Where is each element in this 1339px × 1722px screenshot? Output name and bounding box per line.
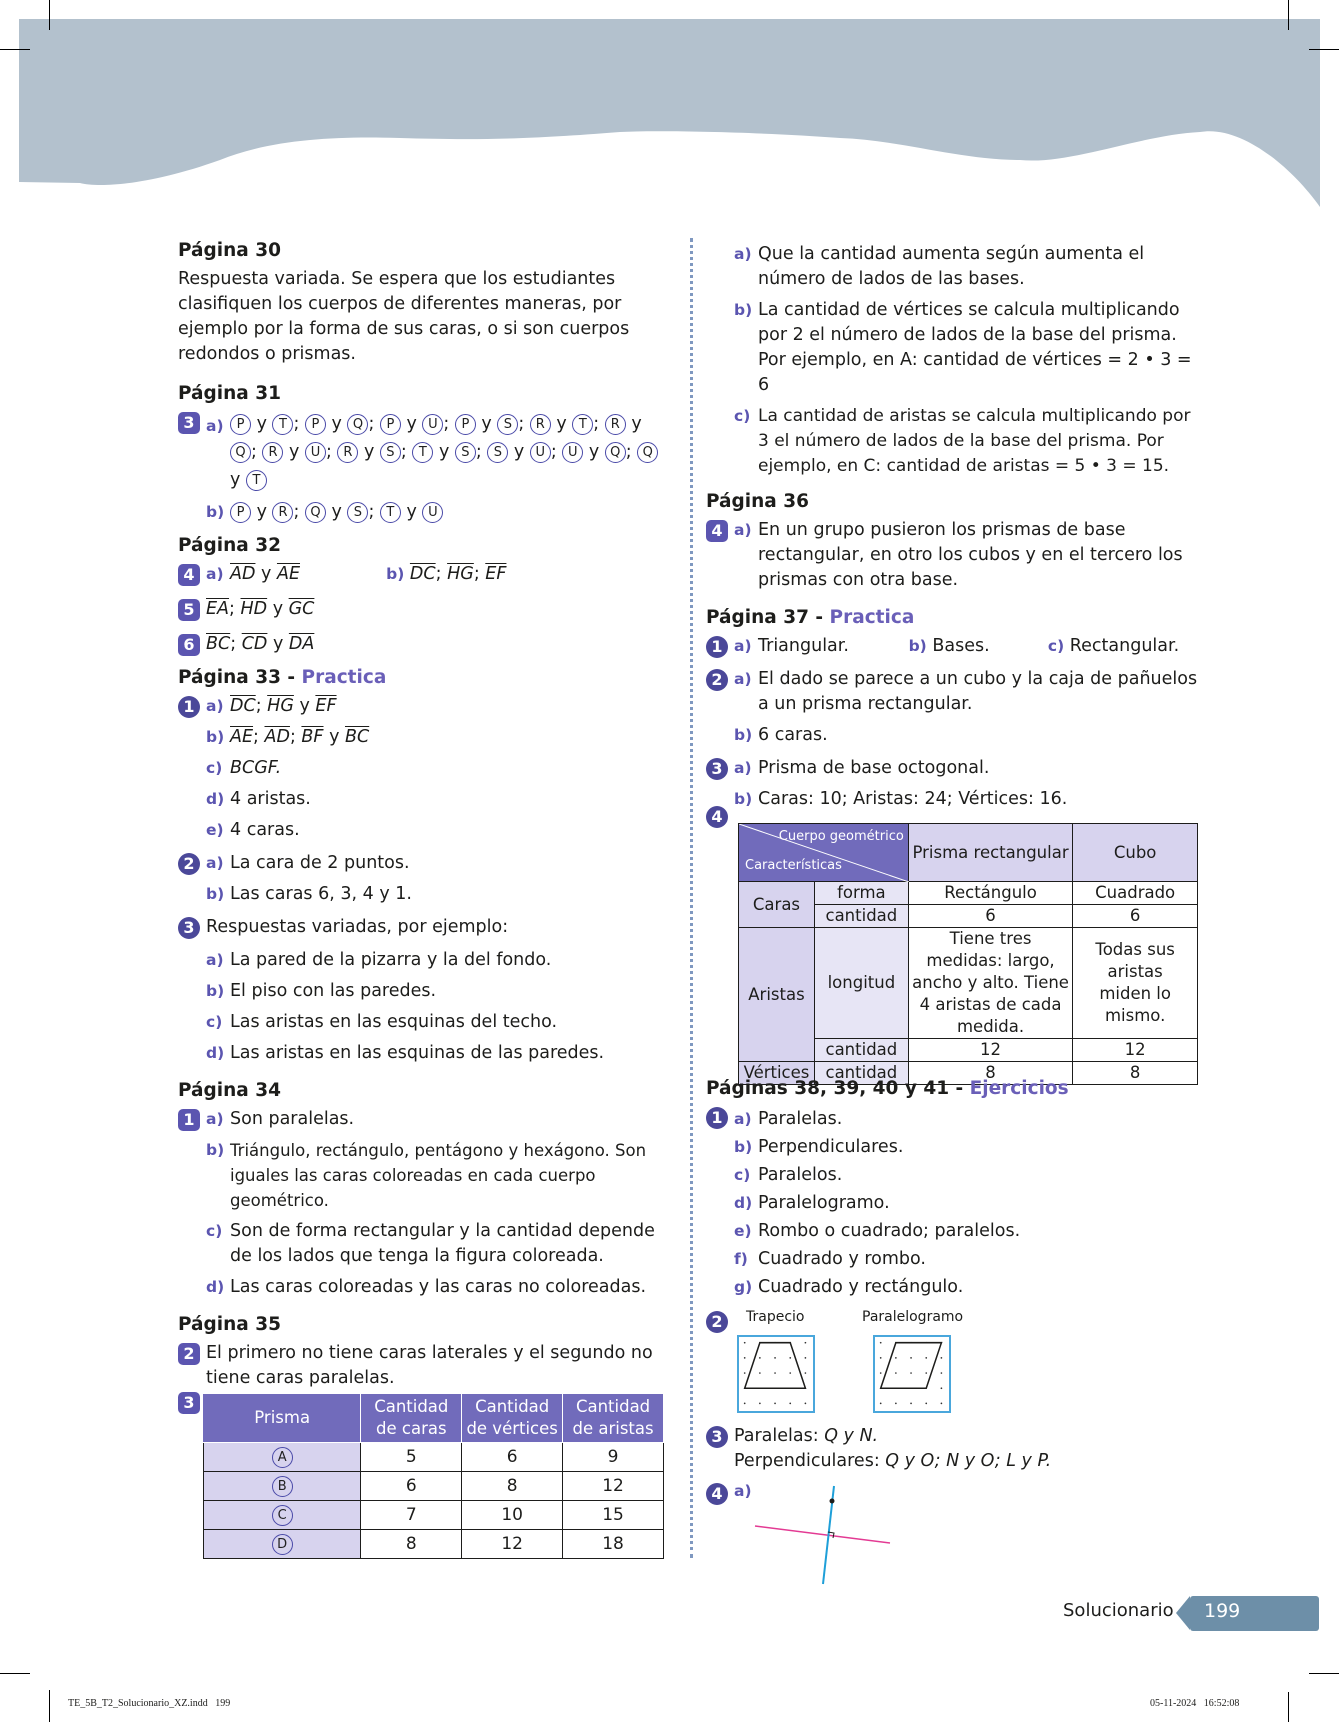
- question-number-badge: 3: [178, 917, 200, 939]
- cell: 15: [563, 1501, 664, 1530]
- item-label: c): [734, 407, 751, 425]
- answer-text: Respuestas variadas, por ejemplo:: [206, 917, 509, 937]
- cell: 12: [1073, 1039, 1198, 1062]
- prism-label: B: [272, 1476, 293, 1497]
- question-number-badge: 3: [178, 412, 200, 434]
- circled-letter: Q: [347, 414, 368, 435]
- question-2b-p33: [178, 882, 668, 907]
- circled-letter: P: [380, 414, 401, 435]
- heading-accent: Ejercicios: [969, 1078, 1069, 1099]
- circled-letter: P: [230, 502, 251, 523]
- sub-row-header: forma: [814, 882, 908, 905]
- answer-text: 4 aristas.: [230, 789, 311, 809]
- question-number-badge: 4: [706, 806, 728, 828]
- item-label: a): [734, 521, 752, 539]
- segment: $\overline{BF}$: [301, 727, 324, 747]
- page-number-tab: [1190, 1596, 1319, 1631]
- circled-letter: Q: [605, 442, 626, 463]
- question-number-badge: 2: [178, 1343, 200, 1365]
- row-header: Aristas: [739, 928, 815, 1062]
- question-3a-p37: [706, 756, 1206, 781]
- question-4-p32: 4 a) $\overline{AD}$ y $\overline{AE}$ b) $\overline{DC}$; $\overline{HG}$; $\overline{EF}$: [178, 562, 668, 587]
- item-label: f): [734, 1250, 748, 1268]
- question-3d-p33: [178, 1041, 668, 1066]
- item-label: b): [206, 728, 225, 746]
- heading-text: Página 33 -: [178, 667, 302, 688]
- heading-pagina-30: Página 30: [178, 240, 281, 261]
- question-3c-p35-cont: [706, 404, 1206, 479]
- crop-mark: [1288, 0, 1289, 30]
- answer-text: Las aristas en las esquinas de las paredes.: [230, 1043, 605, 1063]
- answer-text: Paralelos.: [758, 1165, 843, 1185]
- column-header: Cubo: [1073, 824, 1198, 882]
- exercise-1a: [706, 1105, 1206, 1133]
- item-label: d): [206, 790, 225, 808]
- answer-values: Q y N.: [824, 1426, 879, 1446]
- heading-paginas-38-41: [706, 1075, 1206, 1103]
- question-number-badge: 2: [706, 1311, 728, 1333]
- question-3b-p35-cont: [706, 298, 1206, 398]
- corner-header: [739, 824, 909, 882]
- answer-text: 4 caras.: [230, 820, 300, 840]
- circled-letter: U: [562, 442, 583, 463]
- answer-text: Triángulo, rectángulo, pentágono y hexágono. Son iguales las caras coloreadas en cada cuerpo geométrico.: [230, 1141, 647, 1210]
- segment: $\overline{AD}$: [230, 564, 256, 584]
- answer-text: Que la cantidad aumenta según aumenta el número de lados de las bases.: [758, 244, 1145, 289]
- circled-letter: S: [455, 442, 476, 463]
- question-number-badge: 4: [706, 520, 728, 542]
- column-header: Cantidad de caras: [361, 1394, 462, 1443]
- cell: 12: [462, 1530, 563, 1559]
- sub-row-header: cantidad: [814, 1062, 908, 1085]
- question-3-p33: [178, 915, 668, 940]
- item-label: a): [734, 245, 752, 263]
- page-number: 199: [1204, 1600, 1241, 1622]
- column-header: Cantidad de aristas: [563, 1394, 664, 1443]
- item-label: b): [734, 1138, 753, 1156]
- question-1c-p33: [178, 756, 668, 781]
- circled-letter: Q: [305, 502, 326, 523]
- heading-accent: Practica: [829, 607, 915, 628]
- answer-text: En un grupo pusieron los prismas de base rectangular, en otro los cubos y en el tercero los prismas con otra base.: [758, 520, 1183, 590]
- item-label: e): [734, 1222, 752, 1240]
- cell: 12: [563, 1472, 664, 1501]
- item-label: a): [206, 854, 224, 872]
- circled-letter: R: [605, 414, 626, 435]
- item-label: c): [206, 759, 223, 777]
- item-label: b): [908, 637, 927, 655]
- characteristics-table: [738, 823, 1198, 1085]
- sub-row-header: cantidad: [814, 905, 908, 928]
- answer-text: Prisma de base octogonal.: [758, 758, 990, 778]
- table-row: [204, 1443, 664, 1472]
- trapecio-grid: [737, 1335, 815, 1413]
- answer-text: Paralelas:: [734, 1426, 825, 1446]
- perpendicular-lines-diagram: [740, 1480, 900, 1590]
- cell: 10: [462, 1501, 563, 1530]
- cell: 6: [361, 1472, 462, 1501]
- question-3c-p33: [178, 1010, 668, 1035]
- item-label: d): [734, 1194, 753, 1212]
- question-number-badge: 4: [178, 564, 200, 586]
- question-2b-p37: [706, 723, 1206, 748]
- heading-pagina-34: Página 34: [178, 1080, 281, 1101]
- cell: 6: [1073, 905, 1198, 928]
- question-number-badge: 1: [706, 636, 728, 658]
- question-number-badge: 6: [178, 634, 200, 656]
- item-label: b): [206, 982, 225, 1000]
- exercise-1e: [706, 1217, 1206, 1245]
- crop-mark: [1309, 1673, 1339, 1674]
- question-number-badge: 3: [706, 1426, 728, 1448]
- item-label: a): [206, 1110, 224, 1128]
- cell: 8: [1073, 1062, 1198, 1085]
- figure-label-paralelogramo: Paralelogramo: [862, 1309, 964, 1325]
- cell: 8: [361, 1530, 462, 1559]
- circled-letter: P: [455, 414, 476, 435]
- segment: $\overline{BC}$: [206, 634, 231, 654]
- cell: 9: [563, 1443, 664, 1472]
- question-3b-p37: [706, 787, 1206, 812]
- answer-text: Perpendiculares.: [758, 1137, 904, 1157]
- row-header: Caras: [739, 882, 815, 928]
- crop-mark: [1309, 49, 1339, 50]
- circled-letter: R: [337, 442, 358, 463]
- answer-text: Bases.: [932, 636, 990, 656]
- answer-text: La pared de la pizarra y la del fondo.: [230, 950, 552, 970]
- question-number-badge: 1: [178, 1109, 200, 1131]
- segment: $\overline{EA}$: [206, 599, 230, 619]
- circled-letter: U: [530, 442, 551, 463]
- table-row: [204, 1501, 664, 1530]
- prism-label: A: [272, 1447, 293, 1468]
- question-1d-p34: [178, 1275, 668, 1300]
- segment: $\overline{DC}$: [409, 564, 436, 584]
- cell: 8: [908, 1062, 1072, 1085]
- segment: $\overline{EF}$: [315, 696, 337, 716]
- item-label: a): [206, 951, 224, 969]
- heading-pagina-36: Página 36: [706, 491, 809, 512]
- cell: 7: [361, 1501, 462, 1530]
- answer-values: Q y O; N y O; L y P.: [885, 1451, 1052, 1471]
- crop-mark: [0, 49, 30, 50]
- item-label: b): [206, 503, 225, 521]
- answer-text: El dado se parece a un cubo y la caja de pañuelos a un prisma rectangular.: [758, 669, 1198, 714]
- segment: $\overline{DA}$: [288, 634, 315, 654]
- sub-row-header: cantidad: [814, 1039, 908, 1062]
- cell: 6: [908, 905, 1072, 928]
- exercise-1c: [706, 1161, 1206, 1189]
- answer-text: Son paralelas.: [230, 1109, 355, 1129]
- item-label: a): [206, 565, 224, 583]
- answer-text: Las aristas en las esquinas del techo.: [230, 1012, 558, 1032]
- circled-letter: U: [422, 414, 443, 435]
- circled-letter: Q: [637, 442, 658, 463]
- question-1c-p34: [178, 1219, 668, 1269]
- circled-letter: Q: [230, 442, 251, 463]
- circled-letter: P: [305, 414, 326, 435]
- column-header: Prisma rectangular: [908, 824, 1072, 882]
- answer-text: Triangular.: [758, 636, 849, 656]
- question-1a-p33: 1 a) $\overline{DC}$; $\overline{HG}$ y $\overline{EF}$: [178, 694, 668, 719]
- question-number-badge: 2: [706, 669, 728, 691]
- segment: $\overline{AE}$: [230, 727, 254, 747]
- heading-pagina-31: Página 31: [178, 383, 281, 404]
- question-number-badge: 1: [706, 1107, 728, 1129]
- item-label: a): [734, 670, 752, 688]
- answer-text: Las caras coloreadas y las caras no coloreadas.: [230, 1277, 647, 1297]
- header-wave-band: [0, 0, 1339, 215]
- cell: Cuadrado: [1073, 882, 1198, 905]
- question-1b-p34: [178, 1138, 668, 1213]
- question-number-badge: 2: [178, 853, 200, 875]
- segment: $\overline{HG}$: [267, 696, 294, 716]
- answer-text: Cuadrado y rectángulo.: [758, 1277, 964, 1297]
- item-label: b): [206, 1141, 225, 1159]
- prism-table: [203, 1393, 664, 1559]
- footer-section-label: Solucionario: [1063, 1600, 1174, 1621]
- item-label: a): [734, 1482, 752, 1500]
- answer-text: Caras: 10; Aristas: 24; Vértices: 16.: [758, 789, 1068, 809]
- segment: $\overline{DC}$: [230, 696, 256, 716]
- print-timestamp: 05-11-2024 16:52:08: [1150, 1698, 1240, 1709]
- heading-pagina-35: Página 35: [178, 1314, 281, 1335]
- item-label: c): [206, 1222, 223, 1240]
- circled-letter: U: [422, 502, 443, 523]
- answer-text: La cara de 2 puntos.: [230, 853, 410, 873]
- question-number-badge: 4: [706, 1483, 728, 1505]
- question-3a-p35-cont: [706, 242, 1206, 292]
- question-3b-p33: [178, 979, 668, 1004]
- crop-mark: [49, 1690, 50, 1722]
- item-label: a): [734, 1110, 752, 1128]
- circled-letter: T: [246, 470, 267, 491]
- question-3a-p33: [178, 948, 668, 973]
- answer-text: Paralelogramo.: [758, 1193, 890, 1213]
- sub-row-header: longitud: [814, 928, 908, 1039]
- question-2a-p37: [706, 667, 1206, 717]
- heading-accent: Practica: [301, 667, 387, 688]
- question-1d-p33: [178, 787, 668, 812]
- cell: 18: [563, 1530, 664, 1559]
- corner-bottom-label: Características: [745, 858, 842, 873]
- heading-pagina-33: [178, 665, 668, 690]
- circled-letter: T: [572, 414, 593, 435]
- circled-letter: T: [272, 414, 293, 435]
- item-label: e): [206, 821, 224, 839]
- table-row: [204, 1530, 664, 1559]
- corner-top-label: Cuerpo geométrico: [778, 829, 904, 844]
- item-label: a): [734, 637, 752, 655]
- answer-text: Perpendiculares:: [734, 1451, 886, 1471]
- exercise-3: [706, 1424, 1051, 1474]
- item-label: c): [734, 1166, 751, 1184]
- question-number-badge: 3: [706, 758, 728, 780]
- question-2-p35: [178, 1341, 668, 1391]
- answer-text: La cantidad de vértices se calcula multiplicando por 2 el número de lados de la base del prisma. Por ejemplo, en A: cantidad de vértices = 2 • 3 = 6: [758, 300, 1192, 395]
- question-1-p37: [706, 634, 1206, 659]
- item-label: b): [386, 565, 405, 583]
- exercise-1b: [706, 1133, 1206, 1161]
- print-file-info: TE_5B_T2_Solucionario_XZ.indd 199: [68, 1698, 231, 1709]
- question-3b-p31: [178, 500, 668, 525]
- question-6-p32: 6 $\overline{BC}$; $\overline{CD}$ y $\overline{DA}$: [178, 632, 668, 657]
- segment: $\overline{AD}$: [264, 727, 290, 747]
- question-1b-p33: b) $\overline{AE}$; $\overline{AD}$; $\overline{BF}$ y $\overline{BC}$: [178, 725, 668, 750]
- answer-text: Rombo o cuadrado; paralelos.: [758, 1221, 1021, 1241]
- paralelogramo-grid: [873, 1335, 951, 1413]
- cell: Todas sus aristas miden lo mismo.: [1073, 928, 1198, 1039]
- cell: 12: [908, 1039, 1072, 1062]
- answer-text: 6 caras.: [758, 725, 828, 745]
- circled-letter: S: [347, 502, 368, 523]
- crop-mark: [0, 1673, 30, 1674]
- segment: $\overline{HD}$: [240, 599, 268, 619]
- circled-letter: R: [530, 414, 551, 435]
- circled-letter: S: [487, 442, 508, 463]
- segment: $\overline{AE}$: [276, 564, 300, 584]
- exercises-section: [706, 1075, 1206, 1301]
- item-label: g): [734, 1278, 753, 1296]
- heading-pagina-37: [706, 605, 1206, 630]
- column-header: Prisma: [204, 1394, 361, 1443]
- question-1a-p34: [178, 1107, 668, 1132]
- pairs-b: P y R ; Q y S ; T y U: [230, 502, 443, 522]
- circled-letter: T: [412, 442, 433, 463]
- prism-label: C: [272, 1505, 293, 1526]
- question-4-p36: [706, 518, 1206, 593]
- question-number-badge: 1: [178, 696, 200, 718]
- pink-line: [755, 1526, 890, 1543]
- row-header: Vértices: [739, 1062, 815, 1085]
- item-label: b): [734, 790, 753, 808]
- heading-text: Página 37 -: [706, 607, 830, 628]
- exercise-3-line-1: [706, 1424, 1051, 1449]
- answer-text: Paralelas.: [758, 1109, 843, 1129]
- column-header: Cantidad de vértices: [462, 1394, 563, 1443]
- figure-label-trapecio: Trapecio: [746, 1309, 805, 1325]
- answer-text: Cuadrado y rombo.: [758, 1249, 926, 1269]
- circled-letter: R: [272, 502, 293, 523]
- pairs-a: P y T ; P y Q ; P y U ; P y S ; R y T ; R y Q ; R y U ; R y S ; T y S ; S y U ; U y Q ; Q y T: [230, 414, 658, 490]
- exercise-3-line-2: [706, 1449, 1051, 1474]
- right-column: [706, 242, 1206, 818]
- question-1e-p33: [178, 818, 668, 843]
- answer-pagina-30: Respuesta variada. Se espera que los estudiantes clasifiquen los cuerpos de diferentes maneras, por ejemplo por la forma de sus caras, o si son cuerpos redondos o prismas.: [178, 269, 630, 364]
- item-label: c): [1047, 637, 1065, 655]
- circled-letter: R: [262, 442, 283, 463]
- item-label: c): [206, 1013, 223, 1031]
- answer-text: El primero no tiene caras laterales y el segundo no tiene caras paralelas.: [206, 1343, 653, 1388]
- heading-pagina-32: Página 32: [178, 535, 281, 556]
- answer-text: BCGF.: [230, 758, 282, 778]
- item-label: d): [206, 1044, 225, 1062]
- segment: $\overline{CD}$: [241, 634, 268, 654]
- question-number-badge: 3: [178, 1392, 200, 1414]
- item-label: b): [206, 885, 225, 903]
- question-number-badge: 5: [178, 599, 200, 621]
- circled-letter: T: [380, 502, 401, 523]
- question-3-p31: [178, 410, 668, 494]
- cell: 6: [462, 1443, 563, 1472]
- item-label: a): [206, 697, 224, 715]
- table-row: [204, 1472, 664, 1501]
- exercise-1g: [706, 1273, 1206, 1301]
- answer-text: Rectangular.: [1069, 636, 1180, 656]
- question-5-p32: 5 $\overline{EA}$; $\overline{HD}$ y $\overline{GC}$: [178, 597, 668, 622]
- point-marker: [830, 1499, 835, 1504]
- item-label: a): [206, 417, 224, 435]
- answer-text: La cantidad de aristas se calcula multiplicando por 3 el número de lados de la base del prisma. Por ejemplo, en C: cantidad de aristas = 5 • 3 = 15.: [758, 406, 1191, 476]
- left-column: [178, 238, 668, 1397]
- cell: Rectángulo: [908, 882, 1072, 905]
- cell: 8: [462, 1472, 563, 1501]
- circled-letter: P: [230, 414, 251, 435]
- circled-letter: S: [380, 442, 401, 463]
- cell: Tiene tres medidas: largo, ancho y alto. Tiene 4 aristas de cada medida.: [908, 928, 1072, 1039]
- conjunction: y: [261, 564, 272, 584]
- answer-text: Las caras 6, 3, 4 y 1.: [230, 884, 412, 904]
- segment: $\overline{GC}$: [288, 599, 315, 619]
- segment: $\overline{BC}$: [344, 727, 370, 747]
- heading-text: Páginas 38, 39, 40 y 41 -: [706, 1078, 970, 1099]
- segment: $\overline{HG}$: [447, 564, 474, 584]
- crop-mark: [49, 0, 50, 30]
- item-label: a): [734, 759, 752, 777]
- prism-label: D: [272, 1534, 293, 1555]
- question-2a-p33: [178, 851, 668, 876]
- segment: $\overline{EF}$: [485, 564, 507, 584]
- cell: 5: [361, 1443, 462, 1472]
- column-divider: [690, 238, 693, 1558]
- answer-text: El piso con las paredes.: [230, 981, 437, 1001]
- exercise-1d: [706, 1189, 1206, 1217]
- item-label: d): [206, 1278, 225, 1296]
- crop-mark: [1288, 1692, 1289, 1722]
- exercise-1f: [706, 1245, 1206, 1273]
- circled-letter: S: [497, 414, 518, 435]
- item-label: b): [734, 726, 753, 744]
- answer-text: Son de forma rectangular y la cantidad depende de los lados que tenga la figura coloreada.: [230, 1221, 655, 1266]
- circled-letter: U: [305, 442, 326, 463]
- item-label: b): [734, 301, 753, 319]
